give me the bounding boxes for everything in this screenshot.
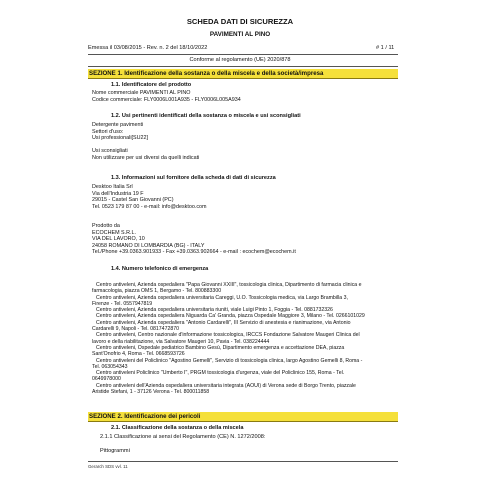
section-1-heading: [88, 69, 398, 79]
manufacturer-line: Tel./Phone +39.0363.901933 - Fax +39.0363.902664 - e-mail : ecochem@ecochem.it: [92, 249, 296, 256]
emergency-line: 0649978000: [92, 376, 121, 383]
manufacturer-block: [92, 223, 296, 256]
emergency-line: lavoro e della riabilitazione, via Salvatore Maugeri 10, Pavia - Tel. 038224444: [92, 338, 270, 345]
emergency-line: Firenze - Tel. 0557947819: [92, 300, 153, 307]
product-name: PAVIMENTI AL PINO: [209, 31, 271, 38]
revision-info: Emessa il 03/08/2015 - Rev. n. 2 del 18/10/2022: [88, 45, 208, 51]
supplier-line: 29015 - Castel San Giovanni (PC): [92, 197, 174, 204]
footer-rule: [88, 461, 398, 462]
emergency-line: Centro antiveleni, Azienda ospedaliera universitaria Careggi, U.O. Tossicologia medica, via Largo Brambilla 3,: [96, 294, 348, 301]
manufacturer-line: 24058 ROMANO DI LOMBARDIA (BG) - ITALY: [92, 242, 205, 249]
uses-advised-against-block: [92, 148, 199, 161]
emergency-line: Centro antiveleni, Centro nazionale d'informazione tossicologica, IRCCS Fondazione Salvatore Maugeri Clinica del: [96, 332, 360, 339]
section-1-heading-text: SEZIONE 1. Identificazione della sostanza o della miscela e della società/impresa: [89, 70, 324, 77]
supplier-line: Via dell'Industria 19 F: [92, 190, 144, 197]
manufacturer-line: Prodotto da: [92, 223, 120, 229]
header-rule: [88, 54, 398, 55]
supplier-line: Tel. 0523 179 87 00 - e-mail: info@desktoo.com: [92, 203, 207, 210]
supplier-line: Desktoo Italia Srl: [92, 184, 133, 190]
use-line: Usi professionali[SU22]: [92, 135, 149, 142]
page-number: # 1 / 11: [376, 45, 395, 51]
use-line: Detergente pavimenti: [92, 122, 144, 128]
emergency-centres-block: [92, 282, 392, 395]
manufacturer-line: ECOCHEM S.R.L.: [92, 229, 137, 236]
emergency-line: Centro antiveleni dell'Azienda ospedaliera universitaria integrata (AOUI) di Verona sede di Borgo Trento, piazzale: [96, 382, 356, 389]
emergency-line: Sant'Onofrio 4, Roma - Tel. 0668593726: [92, 351, 185, 358]
conformity-note: Conforme al regolamento (UE) 2020/878: [189, 57, 291, 63]
trade-code: Codice commerciale: FLY0006L001A935 - FLY0006L005A934: [92, 96, 241, 103]
subsection-1-2-title: 1.2. Usi pertinenti identificati della sostanza o miscela e usi sconsigliati: [111, 113, 301, 119]
emergency-line: Aristide Stefani, 1 - 37126 Verona - Tel. 800011858: [92, 389, 210, 396]
emergency-line: Centro antiveleni, Azienda ospedaliera "Antonio Cardarelli", III Servizio di anestesia e rianimazione, via Antonio: [96, 319, 351, 326]
emergency-line: Centro antiveleni, Ospedale pediatrico Bambino Gesù, Dipartimento emergenza e accettazione DEA, piazza: [96, 344, 345, 351]
use-line: Non utilizzare per usi diversi da quelli indicati: [92, 154, 200, 161]
emergency-line: Centro antiveleni, Azienda ospedaliera "Papa Giovanni XXIII", tossicologia clinica, Dipartimento di farmacia clinica e: [96, 282, 362, 288]
emergency-line: Centro antiveleni, Azienda ospedaliera Niguarda Ca' Granda, piazza Ospedale Maggiore 3, Milano - Tel. 0266101029: [96, 313, 365, 320]
emergency-line: Centro antiveleni Policlinico "Umberto I", PRGM tossicologia d'urgenza, viale del Policlinico 155, Roma - Tel.: [96, 370, 345, 377]
section-2-heading: [88, 412, 398, 422]
trade-name: Nome commerciale PAVIMENTI AL PINO: [92, 90, 191, 96]
manufacturer-line: VIA DEL LAVORO, 10: [92, 236, 145, 243]
subsection-1-4-title: 1.4. Numero telefonico di emergenza: [111, 266, 209, 272]
classification-regulation: 2.1.1 Classificazione ai sensi del Regolamento (CE) N. 1272/2008:: [100, 434, 266, 440]
subsection-1-1-title: 1.1. Identificatore del prodotto: [111, 82, 192, 88]
pictograms-label: Pittogrammi: [100, 448, 130, 454]
footer-code: Gerarch SDS vvl. 11: [88, 464, 128, 469]
subsection-1-3-title: 1.3. Informazioni sul fornitore della scheda di dati di sicurezza: [111, 175, 276, 181]
emergency-line: Tel. 063054343: [92, 363, 128, 370]
use-line: Usi sconsigliati: [92, 148, 128, 154]
use-line: Settori d'uso:: [92, 128, 124, 135]
supplier-block: [92, 184, 207, 210]
emergency-line: Centro antiveleni, Azienda ospedaliera universitaria riuniti, viale Luigi Pinto 1, Foggia - Tel. 0881732326: [96, 307, 333, 314]
uses-block: [92, 122, 148, 142]
header-rule-2: [88, 66, 398, 67]
section-2-heading-text: SEZIONE 2. Identificazione dei pericoli: [89, 413, 201, 420]
document-title: SCHEDA DATI DI SICUREZZA: [186, 17, 294, 26]
emergency-line: farmacologia, piazza OMS 1, Bergamo - Tel. 800883300: [92, 288, 222, 295]
product-identifier-block: [92, 90, 241, 103]
emergency-line: Cardarelli 9, Napoli - Tel. 0817472870: [92, 326, 179, 333]
emergency-line: Centro antiveleni del Policlinico "Agostino Gemelli", Servizio di tossicologia clinica, largo Agostino Gemelli 8, Roma -: [96, 357, 363, 364]
subsection-2-1-title: 2.1. Classificazione della sostanza o della miscela: [111, 425, 244, 431]
